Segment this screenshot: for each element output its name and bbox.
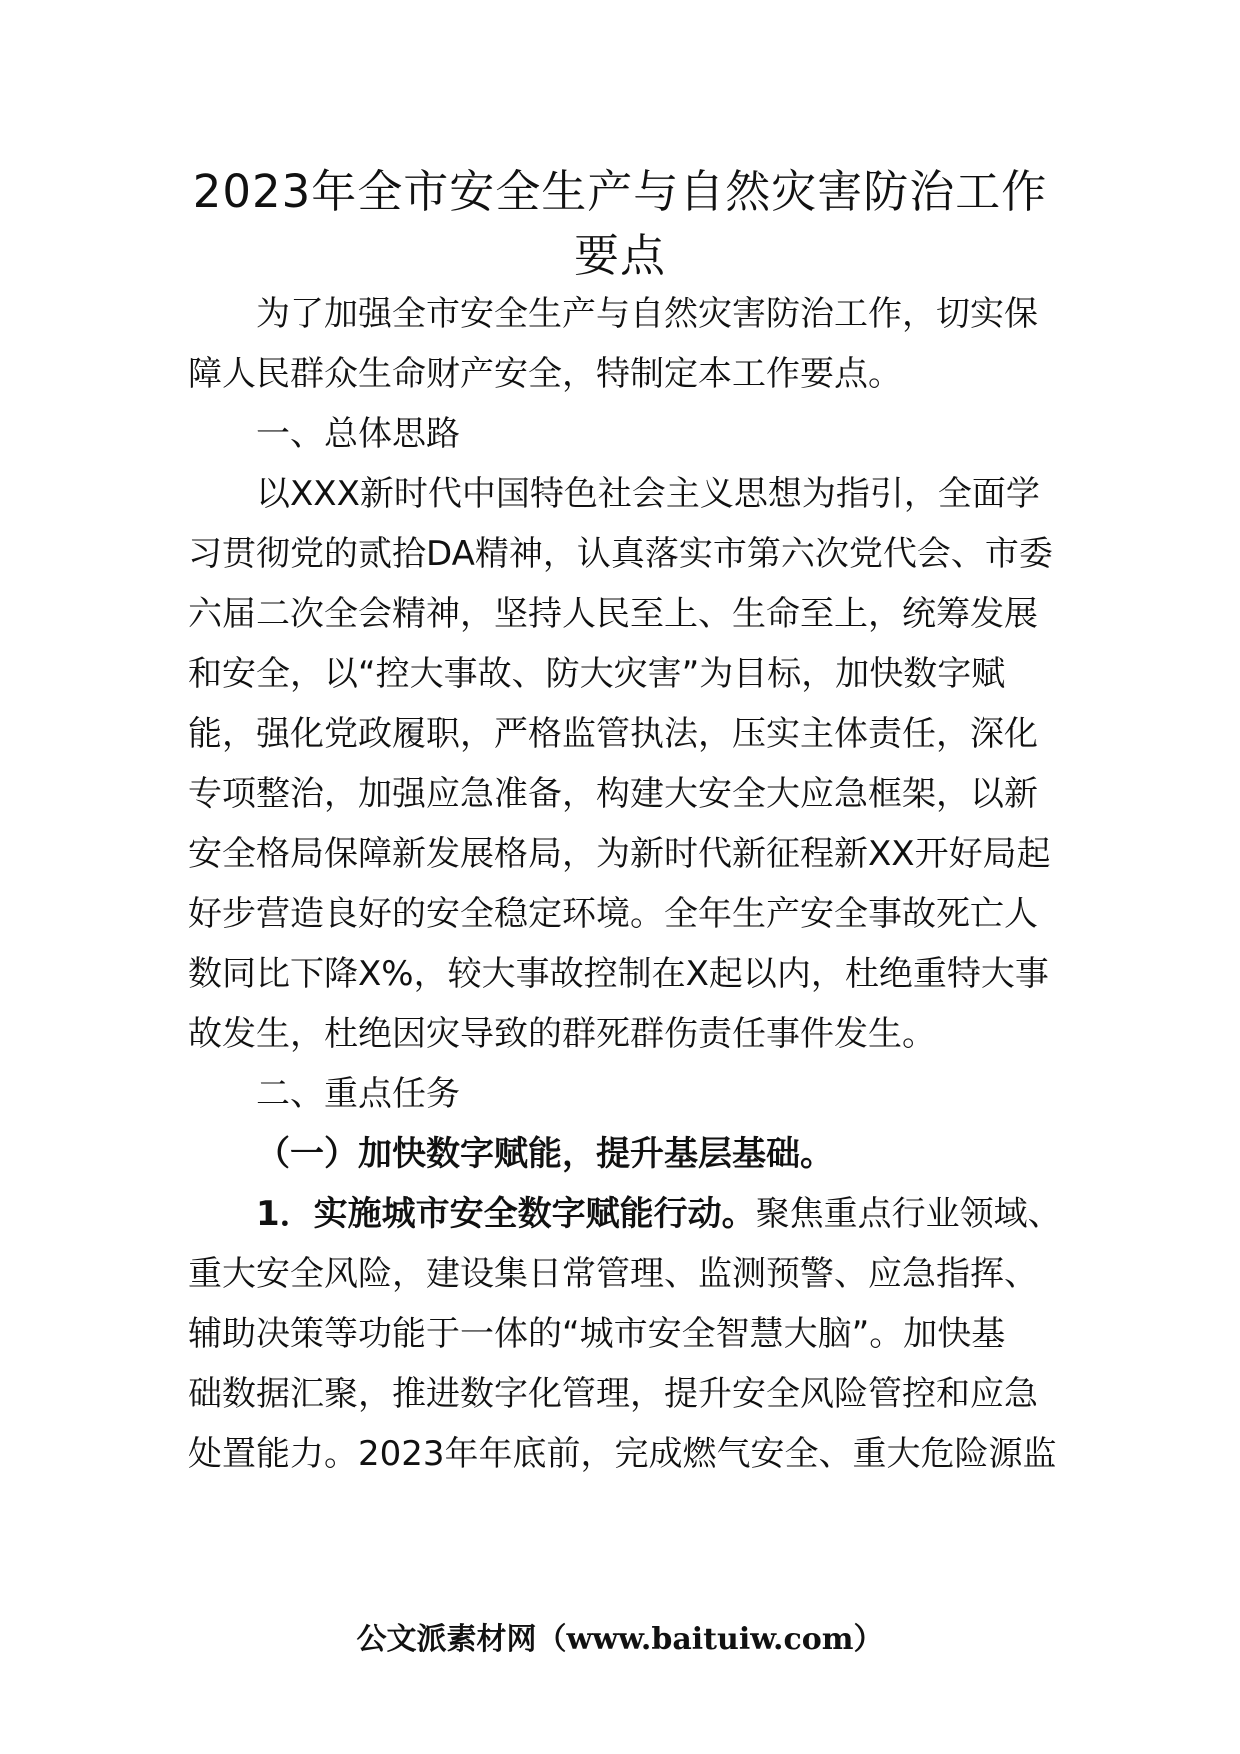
paragraph-line: 安全格局保障新发展格局，为新时代新征程新XX开好局起: [188, 834, 1051, 874]
intro-line-2: 障人民群众生命财产安全，特制定本工作要点。: [188, 354, 902, 394]
paragraph-line: 习贯彻党的贰拾DA精神，认真落实市第六次党代会、市委: [188, 534, 1053, 574]
paragraph-line: 和安全，以“控大事故、防大灾害”为目标，加快数字赋: [188, 654, 1006, 694]
paragraph-line: 础数据汇聚，推进数字化管理，提升安全风险管控和应急: [188, 1374, 1038, 1414]
item-1-first-line: [188, 1192, 1088, 1236]
paragraph-line: 数同比下降X%，较大事故控制在X起以内，杜绝重特大事: [188, 954, 1049, 994]
paragraph-line: 专项整治，加强应急准备，构建大安全大应急框架，以新: [188, 774, 1038, 814]
title-line-2: 要点: [573, 229, 666, 282]
item-1-text: 聚焦重点行业领域、: [755, 1194, 1062, 1234]
paragraph-line: 处置能力。2023年年底前，完成燃气安全、重大危险源监: [188, 1434, 1057, 1474]
intro-line-1: 为了加强全市安全生产与自然灾害防治工作，切实保: [256, 294, 1038, 334]
subsection-heading-1: （一）加快数字赋能，提升基层基础。: [256, 1134, 834, 1174]
paragraph-line: 六届二次全会精神，坚持人民至上、生命至上，统筹发展: [188, 594, 1038, 634]
paragraph-line: 能，强化党政履职，严格监管执法，压实主体责任，深化: [188, 714, 1038, 754]
section-heading-2: 二、重点任务: [256, 1074, 460, 1114]
footer-watermark: 公文派素材网（www.baituiw.com）: [356, 1622, 884, 1657]
section-heading-1: 一、总体思路: [256, 414, 460, 454]
paragraph-line: 故发生，杜绝因灾导致的群死群伤责任事件发生。: [188, 1014, 936, 1054]
document-title: [150, 160, 1090, 288]
item-1-title: 1．实施城市安全数字赋能行动。: [256, 1194, 756, 1234]
title-line-1: 2023年全市安全生产与自然灾害防治工作: [192, 165, 1048, 218]
paragraph-line: 以XXX新时代中国特色社会主义思想为指引，全面学: [256, 474, 1040, 514]
paragraph-line: 重大安全风险，建设集日常管理、监测预警、应急指挥、: [188, 1254, 1038, 1294]
paragraph-line: 好步营造良好的安全稳定环境。全年生产安全事故死亡人: [188, 894, 1038, 934]
paragraph-line: 辅助决策等功能于一体的“城市安全智慧大脑”。加快基: [188, 1314, 1006, 1354]
